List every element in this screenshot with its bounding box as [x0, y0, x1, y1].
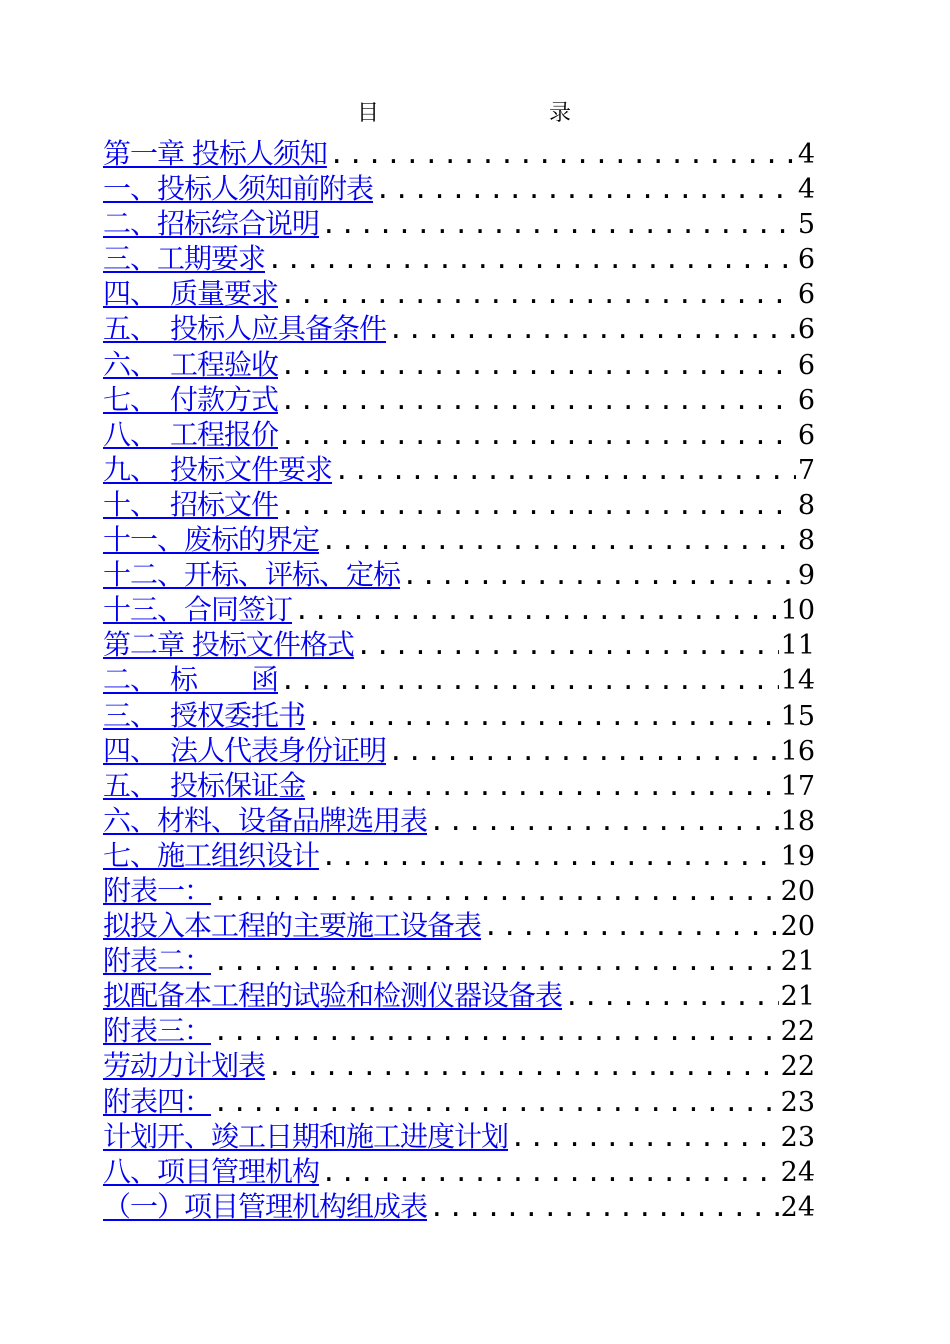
- toc-entry-link[interactable]: 七、施工组织设计: [103, 838, 320, 872]
- toc-page-number: 24: [780, 1191, 815, 1223]
- toc-page-number: 4: [797, 139, 815, 170]
- dot-leader: [510, 1121, 779, 1156]
- toc-entry-link[interactable]: 五、 投标保证金: [103, 768, 306, 802]
- dot-leader: [280, 419, 796, 454]
- toc-entry-link[interactable]: 拟投入本工程的主要施工设备表: [103, 909, 482, 943]
- toc-entry-link[interactable]: 十二、开标、评标、定标: [103, 558, 401, 592]
- toc-page-number: 6: [797, 314, 815, 346]
- dot-leader: [213, 1086, 779, 1121]
- toc-entry-link[interactable]: 十、 招标文件: [103, 487, 279, 521]
- dot-leader: [356, 629, 779, 664]
- toc-entry[interactable]: [103, 276, 815, 311]
- toc-entry-link[interactable]: 三、工期要求: [103, 242, 266, 276]
- toc-entry[interactable]: [103, 978, 815, 1013]
- toc-page-number: 18: [780, 805, 815, 837]
- toc-entry-link[interactable]: 附表二：: [103, 944, 212, 978]
- dot-leader: [280, 489, 796, 524]
- toc-entry[interactable]: [103, 311, 815, 346]
- toc-page-number: 21: [780, 946, 815, 978]
- toc-entry[interactable]: [103, 206, 815, 241]
- toc-entry[interactable]: [103, 943, 815, 978]
- dot-leader: [307, 700, 779, 735]
- toc-entry-link[interactable]: 五、 投标人应具备条件: [103, 312, 387, 346]
- toc-entry[interactable]: [103, 768, 815, 803]
- toc-entry[interactable]: [103, 522, 815, 557]
- toc-entry[interactable]: [103, 1013, 815, 1048]
- dot-leader: [267, 243, 796, 278]
- toc-entry[interactable]: [103, 1084, 815, 1119]
- toc-entry-link[interactable]: 二、 标 函: [103, 663, 279, 697]
- dot-leader: [280, 664, 779, 699]
- toc-entry[interactable]: [103, 627, 815, 662]
- toc-page-number: 6: [797, 349, 815, 381]
- toc-entry[interactable]: [103, 136, 815, 171]
- toc-page-number: 11: [780, 630, 815, 662]
- dot-leader: [388, 735, 779, 770]
- toc-entry-link[interactable]: 四、 质量要求: [103, 277, 279, 311]
- dot-leader: [280, 384, 796, 419]
- dot-leader: [213, 945, 779, 980]
- toc-page-number: 7: [797, 454, 815, 486]
- toc-page-number: 16: [780, 735, 815, 767]
- toc-entry-link[interactable]: 四、 法人代表身份证明: [103, 733, 387, 767]
- dot-leader: [294, 594, 779, 629]
- dot-leader: [388, 313, 796, 348]
- dot-leader: [321, 524, 796, 559]
- toc-page-number: 5: [797, 209, 815, 241]
- toc-entry-link[interactable]: 十一、废标的界定: [103, 523, 320, 557]
- toc-entry-link[interactable]: 十三、合同签订: [103, 593, 293, 627]
- toc-page-number: 24: [780, 1156, 815, 1188]
- toc-page-number: 6: [797, 384, 815, 416]
- toc-entry[interactable]: [103, 1154, 815, 1189]
- dot-leader: [483, 910, 779, 945]
- toc-entry-link[interactable]: 一、投标人须知前附表: [103, 172, 374, 206]
- dot-leader: [321, 1156, 779, 1191]
- dot-leader: [429, 805, 779, 840]
- toc-entry[interactable]: [103, 662, 815, 697]
- dot-leader: [267, 1050, 779, 1085]
- toc-entry[interactable]: [103, 908, 815, 943]
- toc-entry-link[interactable]: 附表四：: [103, 1084, 212, 1118]
- dot-leader: [321, 840, 779, 875]
- toc-entry-link[interactable]: 二、招标综合说明: [103, 207, 320, 241]
- toc-page-number: 6: [797, 244, 815, 276]
- toc-entry[interactable]: [103, 838, 815, 873]
- toc-entry-link[interactable]: 第二章 投标文件格式: [103, 628, 354, 662]
- toc-page-number: 10: [780, 595, 815, 627]
- toc-page-number: 20: [780, 911, 815, 943]
- dot-leader: [321, 208, 796, 243]
- toc-entry[interactable]: [103, 487, 815, 522]
- toc-entry[interactable]: [103, 803, 815, 838]
- dot-leader: [429, 1191, 779, 1226]
- toc-entry[interactable]: [103, 171, 815, 206]
- dot-leader: [375, 173, 796, 208]
- toc-page-number: 23: [780, 1086, 815, 1118]
- toc-page-number: 6: [797, 419, 815, 451]
- toc-entry[interactable]: [103, 557, 815, 592]
- toc-entry-link[interactable]: 计划开、竣工日期和施工进度计划: [103, 1119, 509, 1153]
- toc-page-number: 6: [797, 279, 815, 311]
- toc-page-number: 22: [780, 1051, 815, 1083]
- toc-page-number: 21: [780, 981, 815, 1013]
- dot-leader: [564, 980, 779, 1015]
- toc-page-number: 14: [780, 665, 815, 697]
- dot-leader: [213, 1015, 779, 1050]
- toc-page-number: 22: [780, 1016, 815, 1048]
- toc-entry-link[interactable]: 六、材料、设备品牌选用表: [103, 803, 428, 837]
- toc-page-number: 23: [780, 1121, 815, 1153]
- toc-page-number: 8: [797, 489, 815, 521]
- toc-entry-link[interactable]: 八、 工程报价: [103, 417, 279, 451]
- toc-page-number: 8: [797, 525, 815, 557]
- toc-title: 目 录: [356, 101, 613, 126]
- toc-entry-link[interactable]: 拟配备本工程的试验和检测仪器设备表: [103, 979, 563, 1013]
- table-of-contents: [103, 136, 815, 1224]
- dot-leader: [280, 349, 796, 384]
- toc-page-number: 4: [797, 174, 815, 206]
- toc-entry[interactable]: [103, 241, 815, 276]
- toc-entry-link[interactable]: 七、 付款方式: [103, 382, 279, 416]
- toc-entry-link[interactable]: 六、 工程验收: [103, 347, 279, 381]
- toc-entry[interactable]: [103, 347, 815, 382]
- toc-entry[interactable]: [103, 698, 815, 733]
- dot-leader: [329, 138, 796, 173]
- dot-leader: [334, 454, 796, 489]
- toc-entry[interactable]: [103, 873, 815, 908]
- toc-page-number: 19: [780, 840, 815, 872]
- dot-leader: [402, 559, 796, 594]
- toc-page-number: 17: [780, 770, 815, 802]
- toc-entry-link[interactable]: 九、 投标文件要求: [103, 452, 333, 486]
- toc-entry-link[interactable]: （一）项目管理机构组成表: [103, 1189, 428, 1223]
- toc-page-number: 15: [780, 700, 815, 732]
- toc-entry-link[interactable]: 劳动力计划表: [103, 1049, 266, 1083]
- toc-entry[interactable]: [103, 733, 815, 768]
- toc-entry[interactable]: [103, 382, 815, 417]
- dot-leader: [213, 875, 779, 910]
- toc-entry[interactable]: [103, 452, 815, 487]
- dot-leader: [280, 278, 796, 313]
- toc-page-number: 20: [780, 875, 815, 907]
- toc-entry[interactable]: [103, 417, 815, 452]
- dot-leader: [307, 770, 779, 805]
- toc-entry-link[interactable]: 附表三：: [103, 1014, 212, 1048]
- toc-entry-link[interactable]: 附表一：: [103, 873, 212, 907]
- toc-entry[interactable]: [103, 592, 815, 627]
- toc-entry-link[interactable]: 三、 授权委托书: [103, 698, 306, 732]
- toc-page-number: 9: [797, 560, 815, 592]
- toc-entry[interactable]: [103, 1119, 815, 1154]
- toc-entry-link[interactable]: 第一章 投标人须知: [103, 137, 327, 170]
- toc-entry[interactable]: [103, 1048, 815, 1083]
- toc-entry-link[interactable]: 八、项目管理机构: [103, 1154, 320, 1188]
- toc-entry[interactable]: [103, 1189, 815, 1224]
